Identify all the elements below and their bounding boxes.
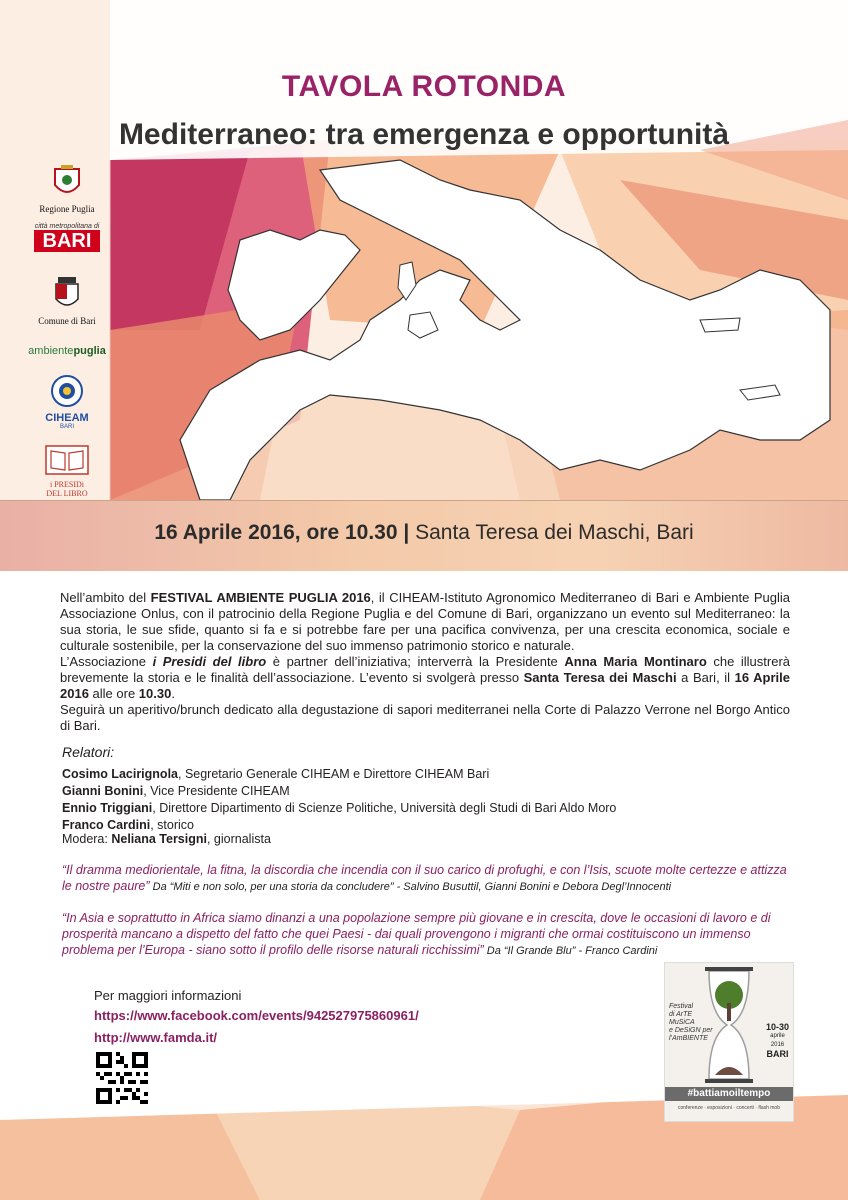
city-shield-icon [54,277,80,311]
book-icon [45,445,89,475]
festival-footer: conferenze · esposizioni · concerti · flash mob [678,1105,780,1111]
crest-icon [52,165,82,199]
qr-code[interactable] [96,1052,148,1104]
page-title: TAVOLA ROTONDA [281,70,567,103]
festival-label: Festival di ArTE MuSiCA e DeSiGN per l’AmBIENTE [669,1003,713,1042]
speaker-item: Franco Cardini, storico [62,818,194,832]
ambiente-puglia-logo: ambientepuglia [28,345,106,357]
speakers-list [62,766,616,834]
ciheam-logo: CIHEAM BARI [28,375,106,430]
speakers-heading: Relatori: [62,744,115,760]
website-link[interactable]: http://www.famda.it/ [94,1030,218,1045]
page-subtitle: Mediterraneo: tra emergenza e opportunità [118,118,730,151]
paragraph-2: L’Associazione i Presidi del libro è partner dell’iniziativa; interverrà la Presidente Anna Maria Montinaro che illustrerà brevemente la storia e le finalità dell’associazione. L’evento si svolgerà presso Santa Teresa dei Maschi a Bari, il 16 Aprile 2016 alle ore 10.30. [60,654,791,701]
paragraph-1: Nell’ambito del FESTIVAL AMBIENTE PUGLIA 2016, il CIHEAM-Istituto Agronomico Mediterraneo di Bari e Ambiente Puglia Associazione Onlus, con il patrocinio della Regione Puglia e del Comune di Bari, organizzano un evento sul Mediterraneo: la sua storia, le sue sfide, quanto si fa e si potrebbe fare per una pacifica convivenza, per una crescita economica, sociale e culturale sostenibile, per la conservazione del suo immenso patrimonio storico e naturale. [60,590,790,653]
qr-code-icon [96,1052,148,1104]
event-date-place [0,521,848,545]
speaker-item: Ennio Triggiani, Direttore Dipartimento di Scienze Politiche, Università degli Studi di Bari Aldo Moro [62,801,617,815]
facebook-event-link[interactable]: https://www.facebook.com/events/942527975860961/ [94,1008,419,1023]
event-description [60,590,790,734]
moderator-line: Modera: Neliana Tersigni, giornalista [62,832,271,846]
festival-hashtag: #battiamoiltempo [665,1087,793,1101]
paragraph-3: Seguirà un aperitivo/brunch dedicato alla degustazione di sapori mediterranei nella Corte di Palazzo Verrone nel Borgo Antico di Bari. [60,702,790,733]
comune-di-bari-logo: Comune di Bari [28,277,106,326]
festival-poster [664,962,794,1122]
more-info-heading: Per maggiori informazioni [94,988,242,1003]
quote-1: “Il dramma mediorientale, la fitna, la discordia che incendia con il suo carico di profughi, e con l’Isis, scuote molte certezze e attizza le nostre paure” Da “Miti e non solo, per una storia da concludere” - Salvino Busuttil, Gianni Bonini e Debora Degl’Innocenti [62,863,787,893]
event-place: Santa Teresa dei Maschi, Bari [415,521,694,544]
ciheam-emblem-icon [51,375,83,407]
regione-puglia-logo: Regione Puglia [28,165,106,214]
quote-2: “In Asia e soprattutto in Africa siamo dinanzi a una popolazione sempre più giovane e in crescita, dove le occasioni di lavoro e di prosperità mancano a dispetto del fatto che quei Paesi - dai quali provengono i migranti che ormai costituiscono un immenso problema per l’Europa - siano sotto il profilo delle risorse naturali ricchissimi” Da “Il Grande Blu” - Franco Cardini [62,911,771,957]
festival-dates: 10-30 aprile 2016 BARI [765,1022,789,1059]
presidi-del-libro-logo: i PRESIDi DEL LIBRO [28,445,106,498]
speaker-item: Gianni Bonini, Vice Presidente CIHEAM [62,784,290,798]
event-date-time: 16 Aprile 2016, ore 10.30 [154,521,398,544]
separator: | [397,521,416,544]
citta-metropolitana-bari-logo: città metropolitana di BARI [34,223,100,252]
speaker-item: Cosimo Lacirignola, Segretario Generale CIHEAM e Direttore CIHEAM Bari [62,767,490,781]
